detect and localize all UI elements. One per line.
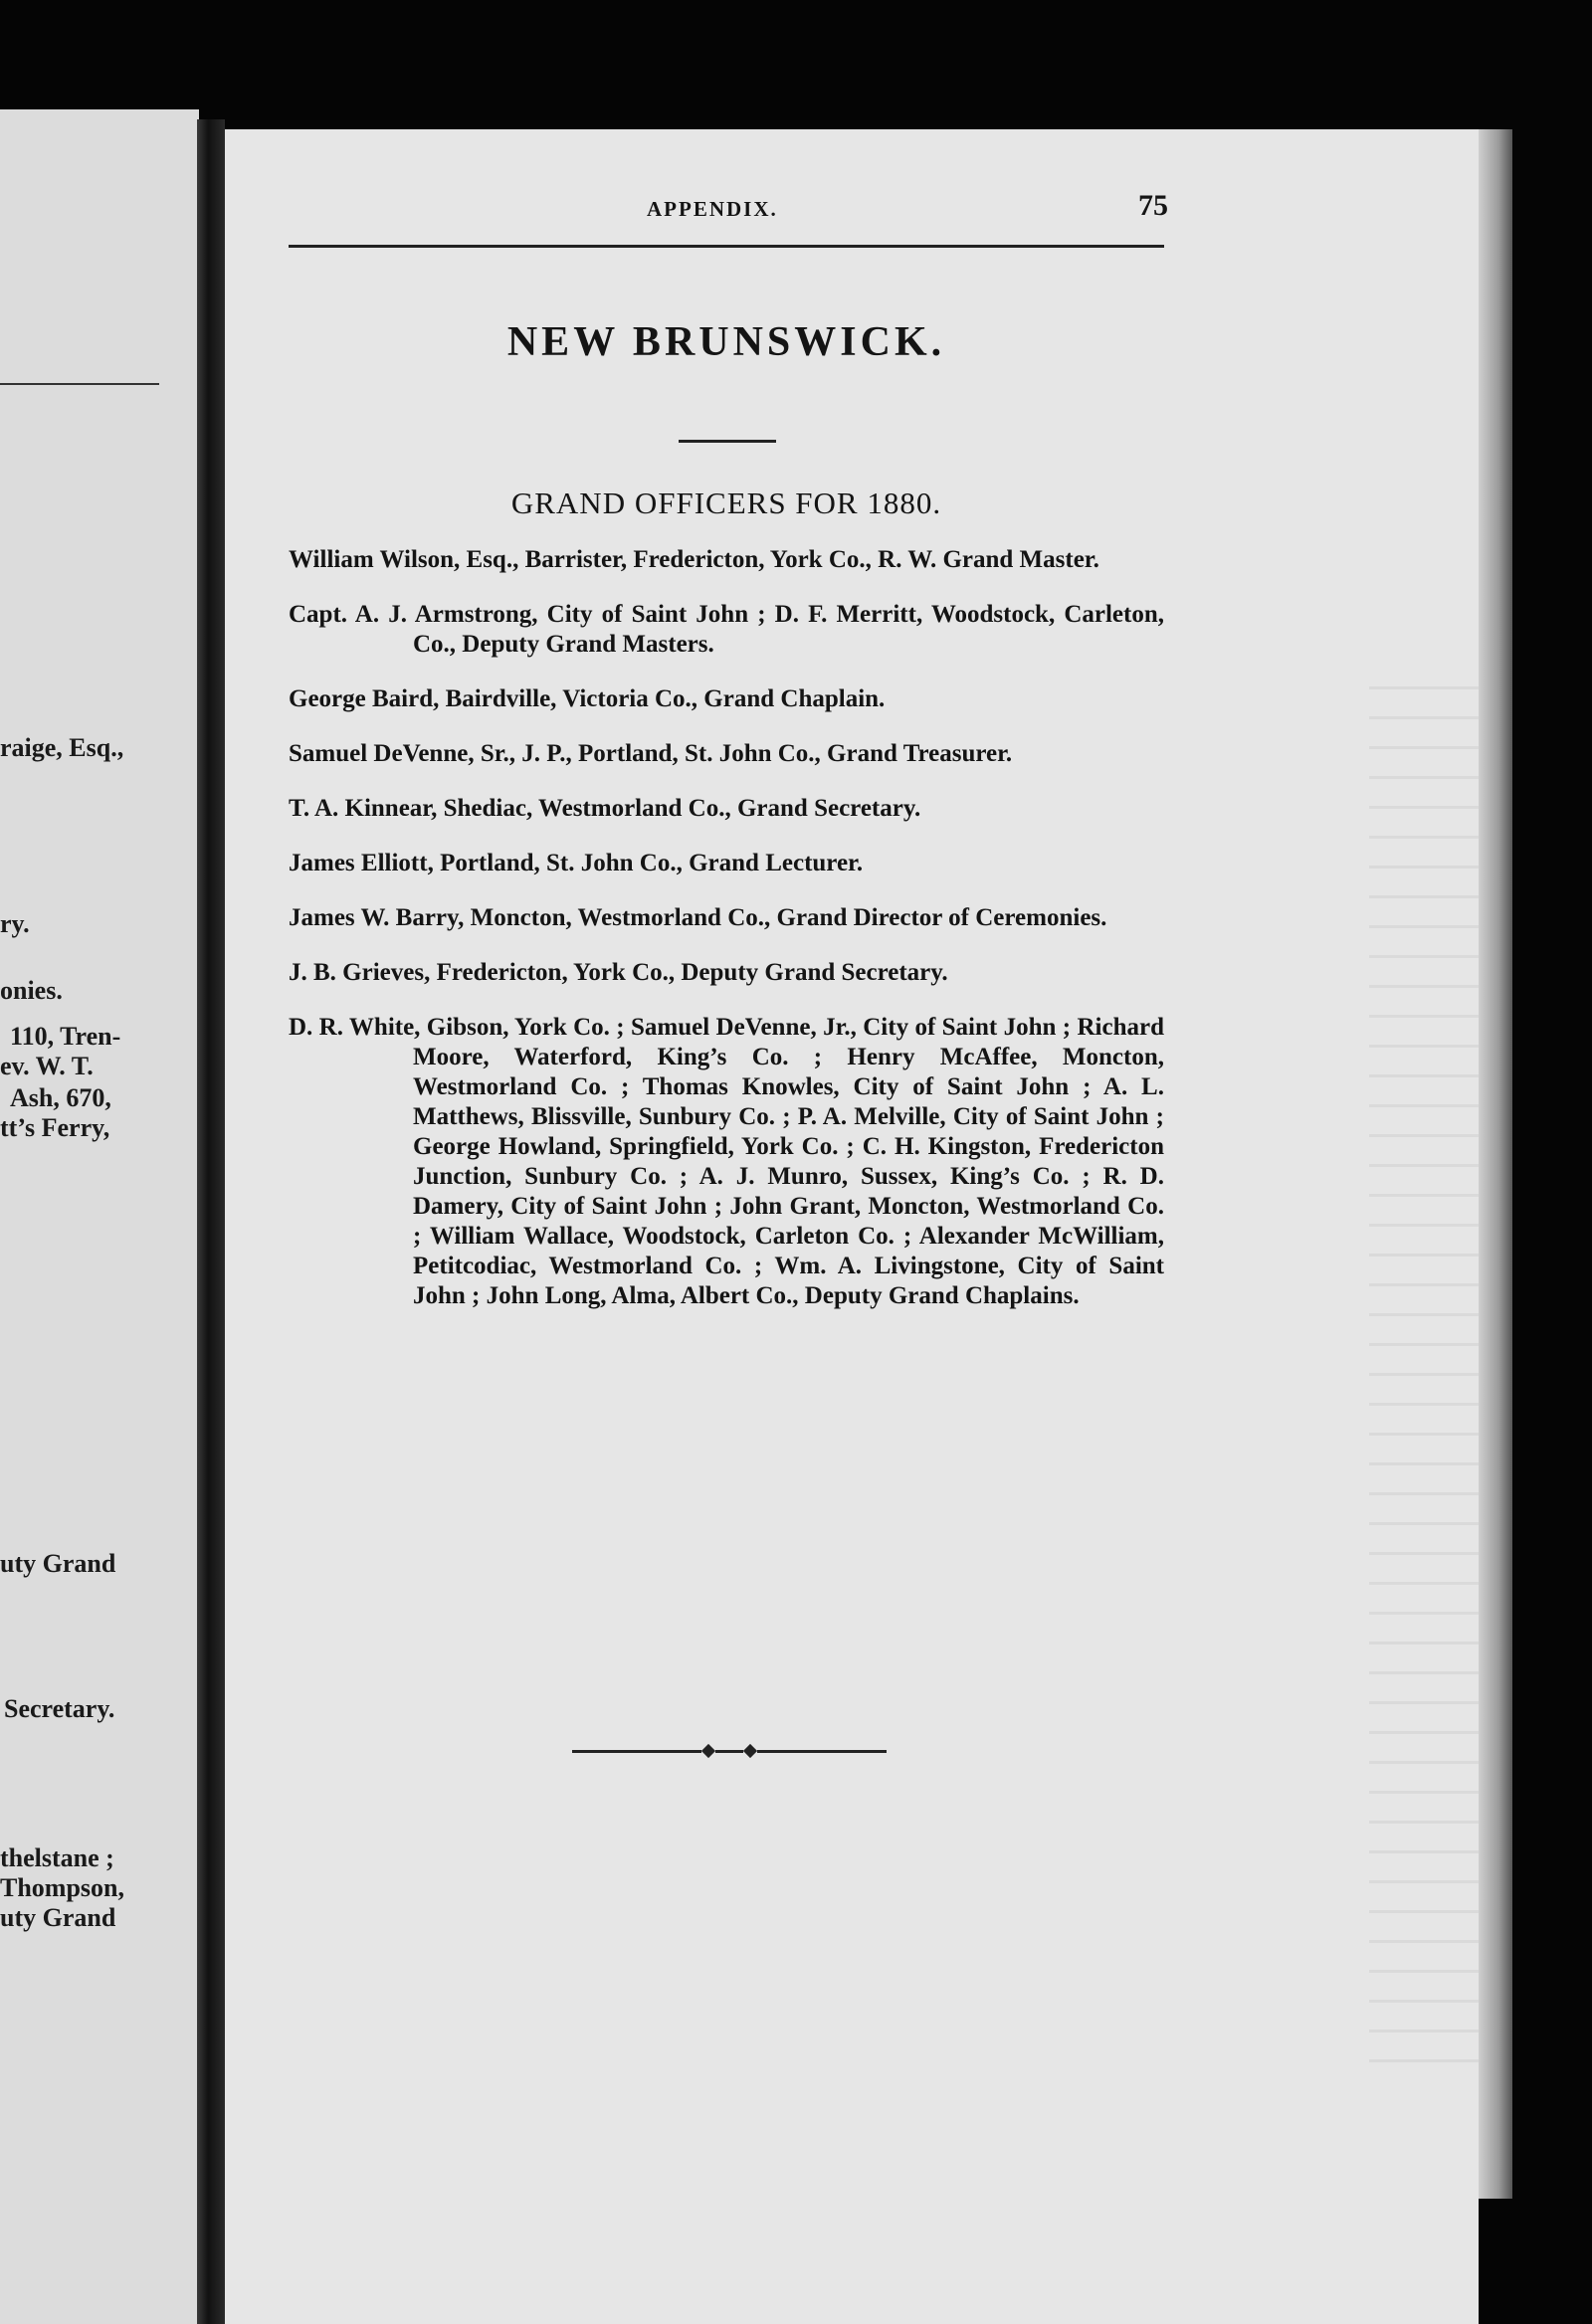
left-page-line: Thompson, [0, 1873, 124, 1902]
left-page-fragment [0, 109, 199, 2324]
ornament-diamond [743, 1744, 757, 1758]
book-spine [197, 119, 225, 2324]
page-title: NEW BRUNSWICK. [506, 319, 946, 365]
section-title: GRAND OFFICERS FOR 1880. [510, 485, 942, 520]
running-head [422, 189, 1168, 229]
ornament-bar [715, 1750, 743, 1753]
left-page-rule [0, 383, 159, 385]
left-page-line: 110, Tren- [10, 1022, 121, 1051]
header-rule [289, 245, 1164, 248]
title-rule [679, 440, 776, 443]
page-edge [1479, 129, 1512, 2199]
left-page-line: ry. [0, 909, 30, 938]
officer-entry: T. A. Kinnear, Shediac, Westmorland Co., Grand Secretary. [289, 795, 921, 822]
ornamental-rule [572, 1743, 887, 1759]
officer-entry: William Wilson, Esq., Barrister, Fredericton, York Co., R. W. Grand Master. [289, 546, 1099, 573]
ornament-bar [572, 1750, 701, 1753]
officer-entry: James W. Barry, Moncton, Westmorland Co., Grand Director of Ceremonies. [289, 904, 1107, 931]
left-page-line: Secretary. [4, 1694, 115, 1723]
left-page-line: tt’s Ferry, [0, 1113, 110, 1142]
officer-entry: George Baird, Bairdville, Victoria Co., Grand Chaplain. [289, 685, 886, 712]
officer-entry: Capt. A. J. Armstrong, City of Saint John ; D. F. Merritt, Woodstock, Carleton, Co., Deputy Grand Masters. [289, 601, 1164, 658]
left-page-line: Ash, 670, [10, 1083, 111, 1112]
ornament-bar [757, 1750, 887, 1753]
running-title: APPENDIX. [647, 197, 778, 221]
ornament-diamond [701, 1744, 715, 1758]
page-number: 75 [1138, 189, 1168, 222]
left-page-line: raige, Esq., [0, 733, 124, 762]
officer-list [289, 545, 1164, 1320]
left-page-line: ev. W. T. [0, 1052, 94, 1080]
left-page-line: uty Grand [0, 1549, 116, 1578]
left-page-line: onies. [0, 976, 63, 1005]
left-page-line: thelstane ; [0, 1843, 114, 1872]
officer-entry: D. R. White, Gibson, York Co. ; Samuel DeVenne, Jr., City of Saint John ; Richard Moore, Waterford, King’s Co. ; Henry McAffee, Moncton, Westmorland Co. ; Thomas Knowles, City of Saint John ; A. L. Matthews, Blissville, Sunbury Co. ; P. A. Melville, City of Saint John ; George Howland, Springfield, York Co. ; C. H. Kingston, Fredericton Junction, Sunbury Co. ; A. J. Munro, Sussex, King’s Co. ; R. D. Damery, City of Saint John ; John Grant, Moncton, Westmorland Co. ; William Wallace, Woodstock, Carleton Co. ; Alexander McWilliam, Petitcodiac, Westmorland Co. ; Wm. A. Livingstone, City of Saint John ; John Long, Alma, Albert Co., Deputy Grand Chaplains. [289, 1014, 1164, 1309]
officer-entry: J. B. Grieves, Fredericton, York Co., Deputy Grand Secretary. [289, 959, 948, 986]
officer-entry: James Elliott, Portland, St. John Co., Grand Lecturer. [289, 850, 864, 876]
left-page-line: uty Grand [0, 1903, 116, 1932]
officer-entry: Samuel DeVenne, Sr., J. P., Portland, St. John Co., Grand Treasurer. [289, 740, 1013, 767]
